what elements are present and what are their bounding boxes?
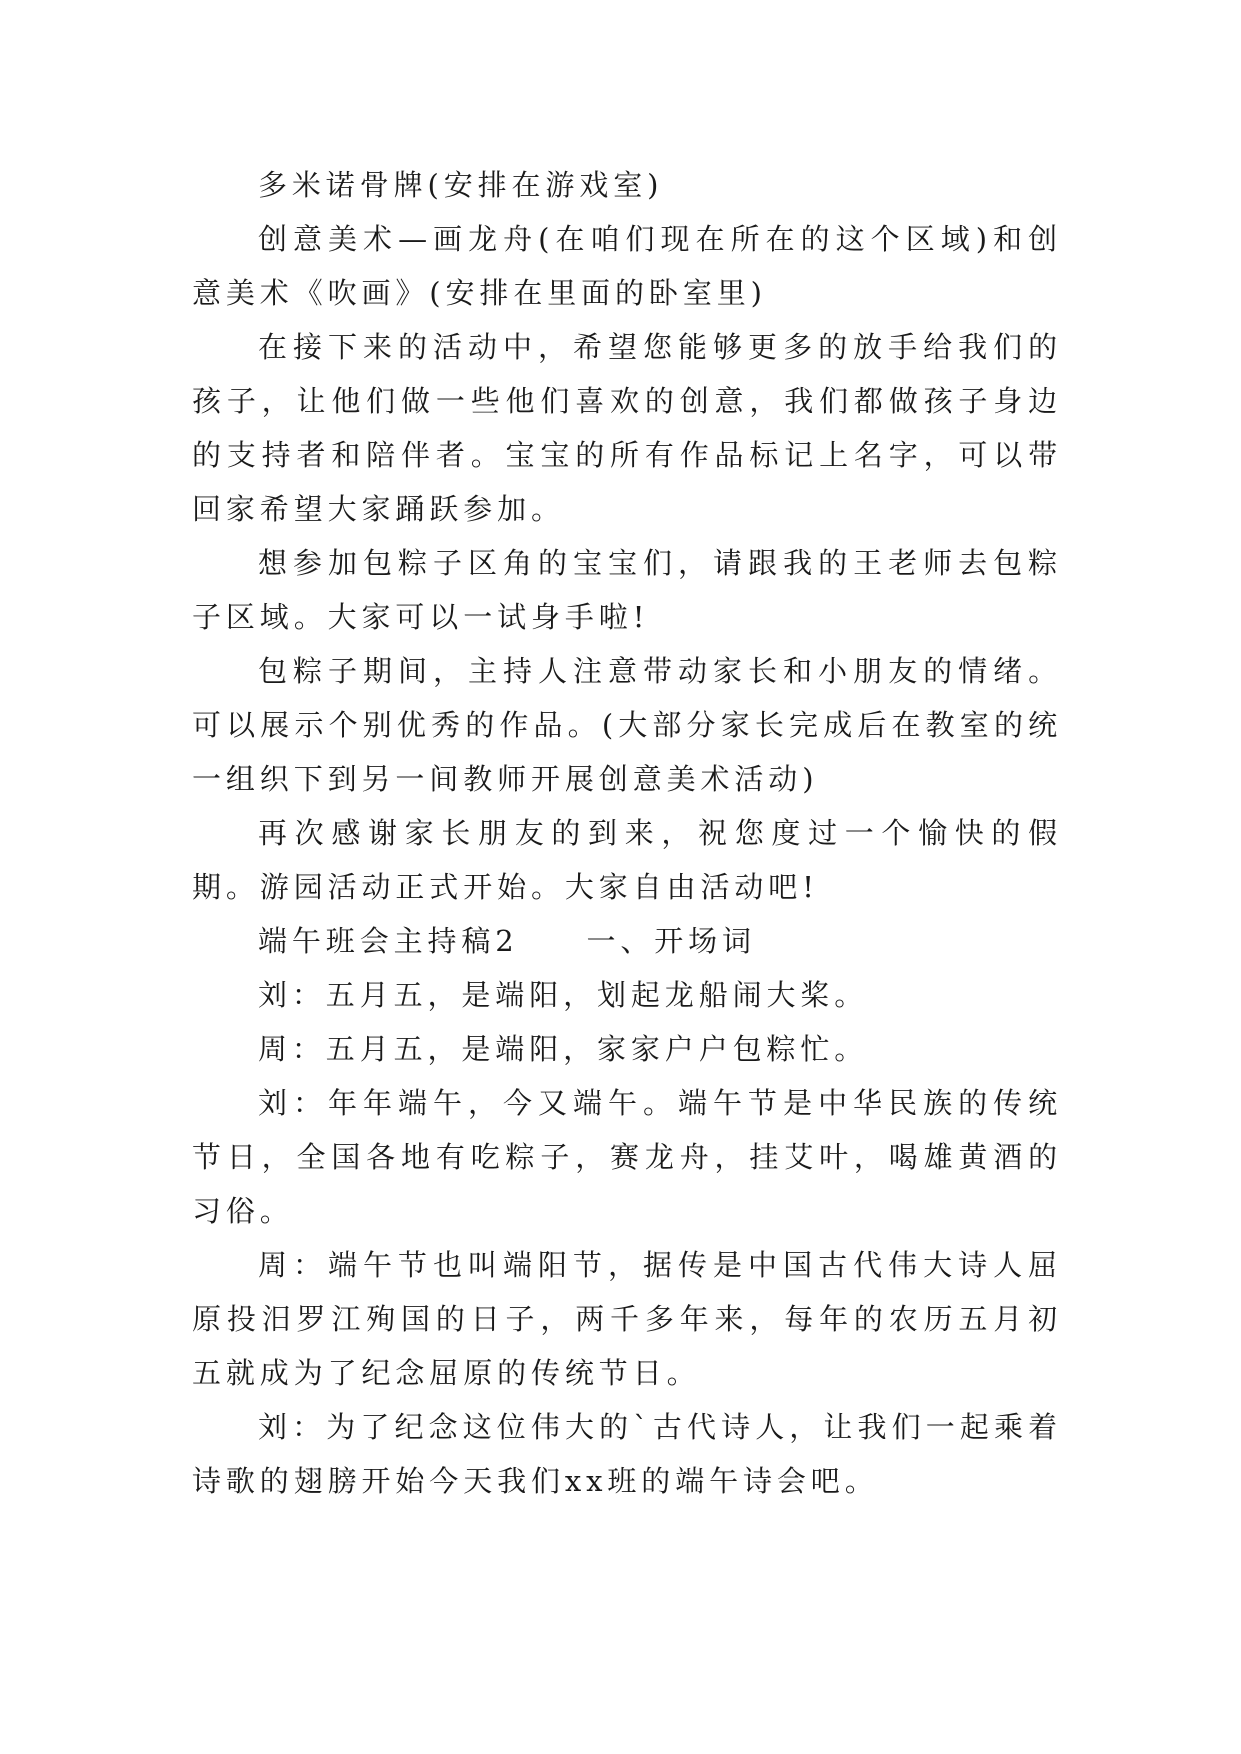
dialogue-line: 刘：为了纪念这位伟大的`古代诗人，让我们一起乘着诗歌的翅膀开始今天我们xx班的端午诗会吧。 xyxy=(192,1410,1062,1498)
paragraph: 包粽子期间，主持人注意带动家长和小朋友的情绪。可以展示个别优秀的作品。(大部分家长完成后在教室的统一组织下到另一间教师开展创意美术活动) xyxy=(192,654,1062,796)
dialogue-line: 周：端午节也叫端阳节，据传是中国古代伟大诗人屈原投汨罗江殉国的日子，两千多年来，每年的农历五月初五就成为了纪念屈原的传统节日。 xyxy=(192,1248,1062,1390)
dialogue-line: 刘：年年端午，今又端午。端午节是中华民族的传统节日，全国各地有吃粽子，赛龙舟，挂艾叶，喝雄黄酒的习俗。 xyxy=(192,1086,1062,1228)
paragraph: 再次感谢家长朋友的到来，祝您度过一个愉快的假期。游园活动正式开始。大家自由活动吧! xyxy=(192,816,1062,904)
dialogue-line: 周：五月五，是端阳，家家户户包粽忙。 xyxy=(258,1032,869,1066)
document-body xyxy=(192,158,1062,1508)
paragraph: 多米诺骨牌(安排在游戏室) xyxy=(258,168,664,202)
dialogue-line: 刘：五月五，是端阳，划起龙船闹大桨。 xyxy=(258,978,869,1012)
section-heading: 端午班会主持稿2 一、开场词 xyxy=(258,924,756,958)
paragraph: 创意美术—画龙舟(在咱们现在所在的这个区域)和创意美术《吹画》(安排在里面的卧室里) xyxy=(192,222,1062,310)
paragraph: 在接下来的活动中，希望您能够更多的放手给我们的孩子，让他们做一些他们喜欢的创意，我们都做孩子身边的支持者和陪伴者。宝宝的所有作品标记上名字，可以带回家希望大家踊跃参加。 xyxy=(192,330,1062,526)
paragraph: 想参加包粽子区角的宝宝们，请跟我的王老师去包粽子区域。大家可以一试身手啦! xyxy=(192,546,1062,634)
